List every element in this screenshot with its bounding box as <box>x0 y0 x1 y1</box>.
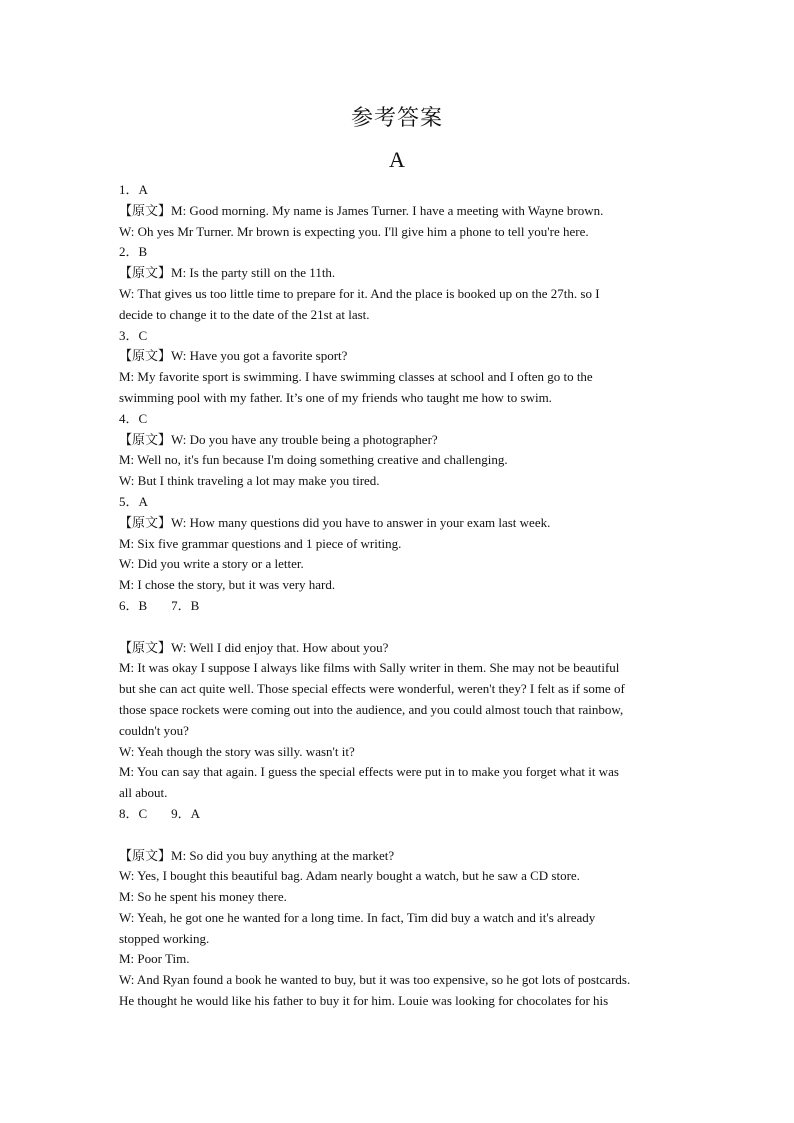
answer-key <box>119 596 679 617</box>
answer-key-item: 7．B <box>171 597 200 613</box>
transcript-tag: 【原文】 <box>119 639 172 655</box>
transcript-line: those space rockets were coming out into the audience, and you could almost touch that rainbow, <box>119 701 624 717</box>
transcript-line <box>119 513 679 534</box>
transcript-line <box>119 201 679 222</box>
transcript-line: W: Oh yes Mr Turner. Mr brown is expecting you. I'll give him a phone to tell you're here. <box>119 223 589 239</box>
transcript-tag: 【原文】 <box>119 431 172 447</box>
transcript-line: He thought he would like his father to buy it for him. Louie was looking for chocolates for his <box>119 993 609 1009</box>
section-heading: A <box>389 147 405 172</box>
page-title: 参考答案 <box>350 105 443 130</box>
transcript-text: M: Is the party still on the 11th. <box>171 265 336 281</box>
transcript-line: W: But I think traveling a lot may make you tired. <box>119 473 380 489</box>
transcript-line: M: I chose the story, but it was very hard. <box>119 577 336 593</box>
transcript-tag: 【原文】 <box>119 847 172 863</box>
transcript-line: W: Did you write a story or a letter. <box>119 556 304 572</box>
transcript-line: W: Yeah though the story was silly. wasn't it? <box>119 743 355 759</box>
transcript-text: W: How many questions did you have to answer in your exam last week. <box>171 514 551 530</box>
transcript-line: W: And Ryan found a book he wanted to buy, but it was too expensive, so he got lots of postcards. <box>119 972 631 988</box>
transcript-text: W: Do you have any trouble being a photographer? <box>171 431 438 447</box>
transcript-line: M: Well no, it's fun because I'm doing something creative and challenging. <box>119 452 508 468</box>
answer-key-item: 9．A <box>171 805 201 821</box>
transcript-line: M: My favorite sport is swimming. I have swimming classes at school and I often go to the <box>119 369 593 385</box>
transcript-line <box>119 346 679 367</box>
transcript-line: all about. <box>119 785 168 801</box>
transcript-line: decide to change it to the date of the 21st at last. <box>119 306 370 322</box>
answer-key: 2．B <box>119 244 148 260</box>
transcript-line <box>119 430 679 451</box>
transcript-line <box>119 263 679 284</box>
transcript-line: couldn't you? <box>119 722 189 738</box>
answer-key: 3．C <box>119 327 148 343</box>
transcript-text: M: So did you buy anything at the market? <box>171 847 395 863</box>
answer-body <box>119 180 679 1012</box>
transcript-line: swimming pool with my father. It’s one of my friends who taught me how to swim. <box>119 389 552 405</box>
transcript-line: M: It was okay I suppose I always like films with Sally writer in them. She may not be beautiful <box>119 660 620 676</box>
transcript-tag: 【原文】 <box>119 348 172 364</box>
transcript-line: M: Poor Tim. <box>119 951 190 967</box>
transcript-line: but she can act quite well. Those special effects were wonderful, weren't they? I felt as if some of <box>119 681 625 697</box>
transcript-text: W: Well I did enjoy that. How about you? <box>171 639 389 655</box>
transcript-line <box>119 638 679 659</box>
transcript-line: stopped working. <box>119 930 210 946</box>
transcript-line: W: Yeah, he got one he wanted for a long time. In fact, Tim did buy a watch and it's already <box>119 909 596 925</box>
blank-line <box>119 617 679 638</box>
transcript-tag: 【原文】 <box>119 202 172 218</box>
transcript-tag: 【原文】 <box>119 514 172 530</box>
transcript-tag: 【原文】 <box>119 265 172 281</box>
transcript-text: W: Have you got a favorite sport? <box>171 348 348 364</box>
transcript-line: M: You can say that again. I guess the special effects were put in to make you forget what it was <box>119 764 619 780</box>
transcript-line: W: Yes, I bought this beautiful bag. Adam nearly bought a watch, but he saw a CD store. <box>119 868 580 884</box>
transcript-text: M: Good morning. My name is James Turner. I have a meeting with Wayne brown. <box>171 202 604 218</box>
answer-key: 1．A <box>119 182 148 197</box>
transcript-line: W: That gives us too little time to prepare for it. And the place is booked up on the 27th. so I <box>119 285 600 301</box>
transcript-line: M: So he spent his money there. <box>119 889 287 905</box>
blank-line <box>119 825 679 846</box>
answer-key: 4．C <box>119 410 148 426</box>
answer-key: 5．A <box>119 493 148 509</box>
answer-key-item: 8．C <box>119 805 148 821</box>
answer-key-item: 6．B <box>119 597 148 613</box>
transcript-line <box>119 846 679 867</box>
answer-key <box>119 804 679 825</box>
transcript-line: M: Six five grammar questions and 1 piece of writing. <box>119 535 402 551</box>
